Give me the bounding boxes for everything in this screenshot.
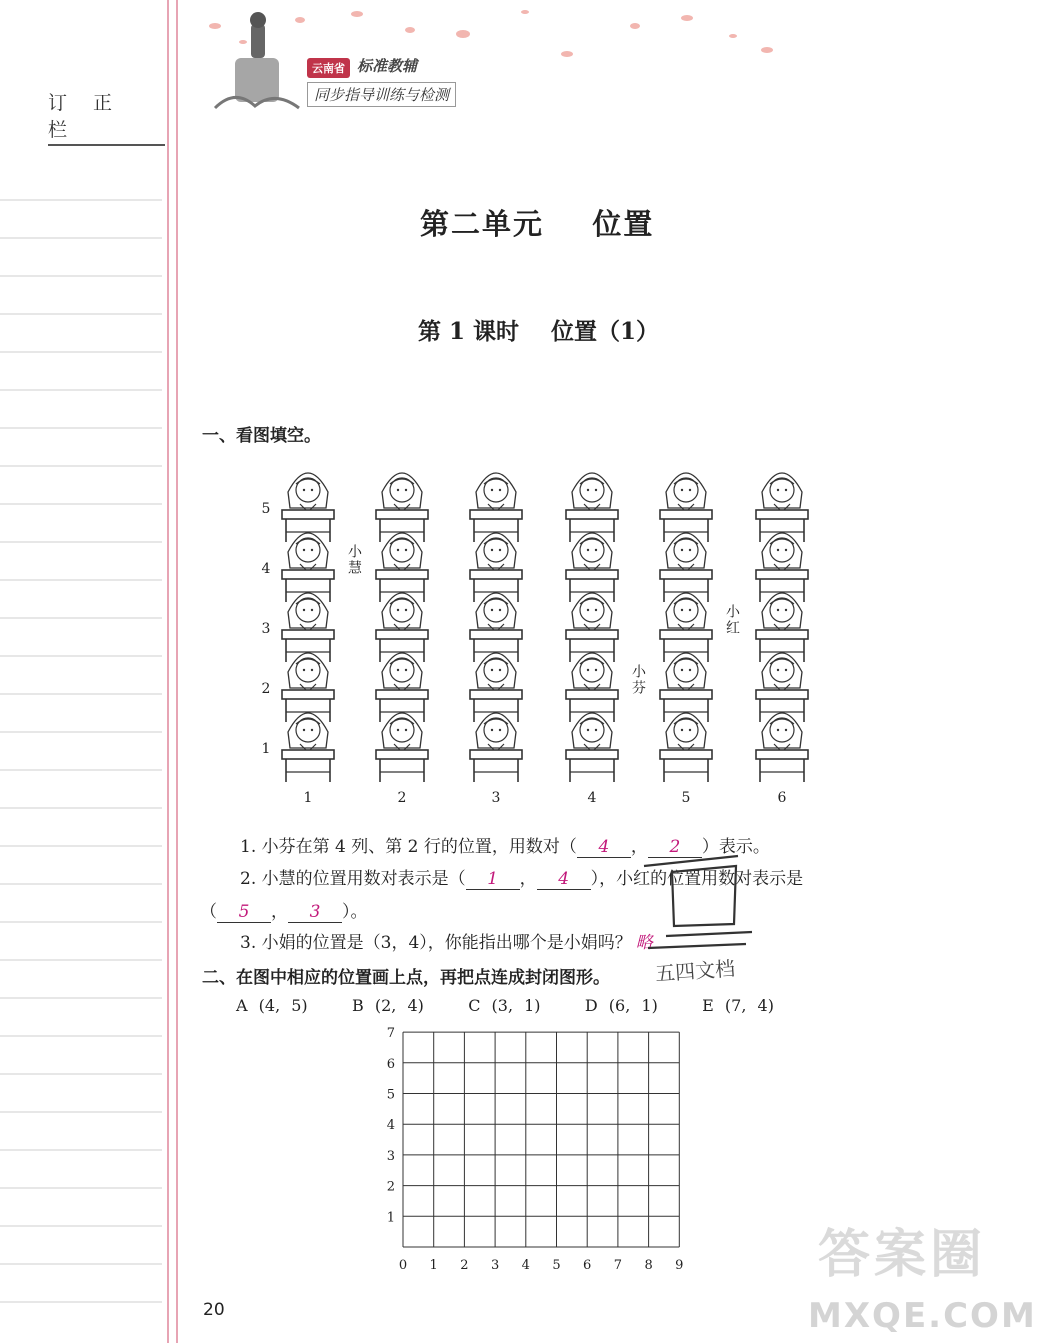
q2b-sep: ， bbox=[271, 902, 288, 922]
x-tick-label: 2 bbox=[460, 1258, 469, 1273]
classroom-diagram bbox=[250, 450, 810, 810]
x-tick-label: 0 bbox=[398, 1258, 408, 1273]
student-seat bbox=[470, 653, 522, 722]
y-tick-label: 1 bbox=[386, 1210, 395, 1226]
student-name-label: 小芬 bbox=[630, 664, 646, 696]
q3-text: 3. 小娟的位置是（3，4），你能指出哪个是小娟吗？ bbox=[240, 933, 632, 953]
x-tick-label: 8 bbox=[644, 1258, 653, 1273]
student-seat bbox=[660, 593, 712, 662]
student-seat bbox=[282, 593, 334, 662]
student-seat bbox=[756, 473, 808, 542]
y-tick-label: 6 bbox=[386, 1056, 395, 1072]
x-tick-label: 6 bbox=[583, 1258, 592, 1273]
points-list: A (4, 5) B (2, 4) C (3, 1) D (6, 1) E (7, 4) bbox=[236, 996, 774, 1015]
y-tick-label: 5 bbox=[386, 1087, 395, 1103]
q2b-answer-1: 5 bbox=[217, 902, 271, 923]
x-tick-label: 3 bbox=[490, 1258, 500, 1273]
student-seat bbox=[376, 533, 428, 602]
student-seat bbox=[376, 593, 428, 662]
student-seat bbox=[470, 593, 522, 662]
student-seat bbox=[566, 533, 618, 602]
x-tick-label: 1 bbox=[429, 1258, 438, 1273]
q2-answer-2: 4 bbox=[537, 869, 591, 890]
student-seat bbox=[376, 713, 428, 782]
q1-sep: ， bbox=[630, 837, 648, 857]
x-tick-label: 4 bbox=[521, 1258, 530, 1273]
brand-badge: 云南省 bbox=[307, 58, 350, 78]
row-label: 3 bbox=[261, 621, 271, 637]
y-tick-label: 7 bbox=[386, 1026, 395, 1042]
unit-title: 第二单元 位置 bbox=[420, 207, 655, 241]
page-header bbox=[195, 0, 755, 120]
lesson-title: 第 1 课时 位置（1） bbox=[418, 318, 660, 345]
student-seat bbox=[282, 653, 334, 722]
margin-rule-2 bbox=[176, 0, 178, 1343]
brand-tagline: 同步指导训练与检测 bbox=[307, 82, 456, 107]
student-seat bbox=[470, 473, 522, 542]
correction-column-label: 订 正 栏 bbox=[48, 88, 165, 146]
q2b-text-a: （ bbox=[200, 902, 217, 922]
watermark-brand: 答案圈 bbox=[818, 1225, 987, 1285]
student-seat bbox=[282, 533, 334, 602]
q2-text-a: 2. 小慧的位置用数对表示是（ bbox=[240, 869, 466, 889]
student-seat bbox=[660, 473, 712, 542]
coordinate-grid bbox=[370, 1025, 700, 1279]
student-seat bbox=[566, 713, 618, 782]
q1-answer-1: 4 bbox=[577, 837, 631, 858]
q1-text-b: ）表示。 bbox=[701, 837, 770, 857]
student-seat bbox=[660, 653, 712, 722]
student-seat bbox=[282, 713, 334, 782]
correction-column bbox=[0, 0, 165, 1343]
margin-rule-1 bbox=[167, 0, 169, 1343]
q2-answer-1: 1 bbox=[466, 869, 520, 890]
handwritten-scribble bbox=[642, 852, 754, 952]
column-label: 6 bbox=[777, 790, 787, 806]
row-label: 4 bbox=[261, 561, 271, 577]
student-seat bbox=[756, 713, 808, 782]
x-tick-label: 9 bbox=[675, 1258, 684, 1273]
student-seat bbox=[566, 473, 618, 542]
correction-lines bbox=[0, 0, 165, 1343]
column-label: 4 bbox=[587, 790, 597, 806]
y-tick-label: 3 bbox=[386, 1148, 395, 1164]
student-seat bbox=[566, 653, 618, 722]
brand-name: 标准教辅 bbox=[357, 57, 418, 75]
student-seat bbox=[756, 533, 808, 602]
question-3 bbox=[240, 928, 657, 953]
q1-text-a: 1. 小芬在第 4 列、第 2 行的位置，用数对（ bbox=[240, 837, 577, 857]
question-2-continued bbox=[200, 897, 368, 923]
section1-heading: 一、看图填空。 bbox=[202, 426, 321, 446]
x-tick-label: 5 bbox=[552, 1258, 561, 1273]
q2b-text-b: ）。 bbox=[342, 902, 368, 922]
student-seat bbox=[470, 713, 522, 782]
student-seat bbox=[660, 713, 712, 782]
column-label: 3 bbox=[491, 790, 501, 806]
watermark-site: MXQE.COM bbox=[808, 1296, 1037, 1336]
student-seat bbox=[566, 593, 618, 662]
q2b-answer-2: 3 bbox=[288, 902, 342, 923]
student-seat bbox=[660, 533, 712, 602]
handwritten-text: 五四文档 bbox=[654, 956, 736, 986]
student-name-label: 小慧 bbox=[346, 544, 362, 576]
y-tick-label: 4 bbox=[386, 1118, 395, 1134]
student-seat bbox=[470, 533, 522, 602]
q2-text-b: ），小红的位置用数对表示是 bbox=[590, 869, 804, 889]
column-label: 5 bbox=[681, 790, 691, 806]
student-seat bbox=[282, 473, 334, 542]
student-name-label: 小红 bbox=[724, 604, 740, 636]
student-seat bbox=[756, 593, 808, 662]
student-seat bbox=[376, 653, 428, 722]
column-label: 2 bbox=[397, 790, 407, 806]
q3-answer: 略 bbox=[635, 933, 653, 953]
page-number: 20 bbox=[203, 1300, 225, 1320]
column-label: 1 bbox=[303, 790, 313, 806]
y-tick-label: 2 bbox=[386, 1179, 395, 1195]
x-tick-label: 7 bbox=[613, 1258, 623, 1273]
student-seat bbox=[376, 473, 428, 542]
row-label: 1 bbox=[261, 741, 271, 757]
section2-heading: 二、在图中相应的位置画上点，再把点连成封闭图形。 bbox=[202, 968, 610, 988]
row-label: 2 bbox=[261, 681, 271, 697]
q2-sep: ， bbox=[519, 869, 537, 889]
header-decoration bbox=[195, 0, 755, 120]
q1-answer-2: 2 bbox=[648, 837, 702, 858]
coordinate-grid-svg bbox=[370, 1025, 700, 1275]
row-label: 5 bbox=[261, 501, 271, 517]
student-seat bbox=[756, 653, 808, 722]
